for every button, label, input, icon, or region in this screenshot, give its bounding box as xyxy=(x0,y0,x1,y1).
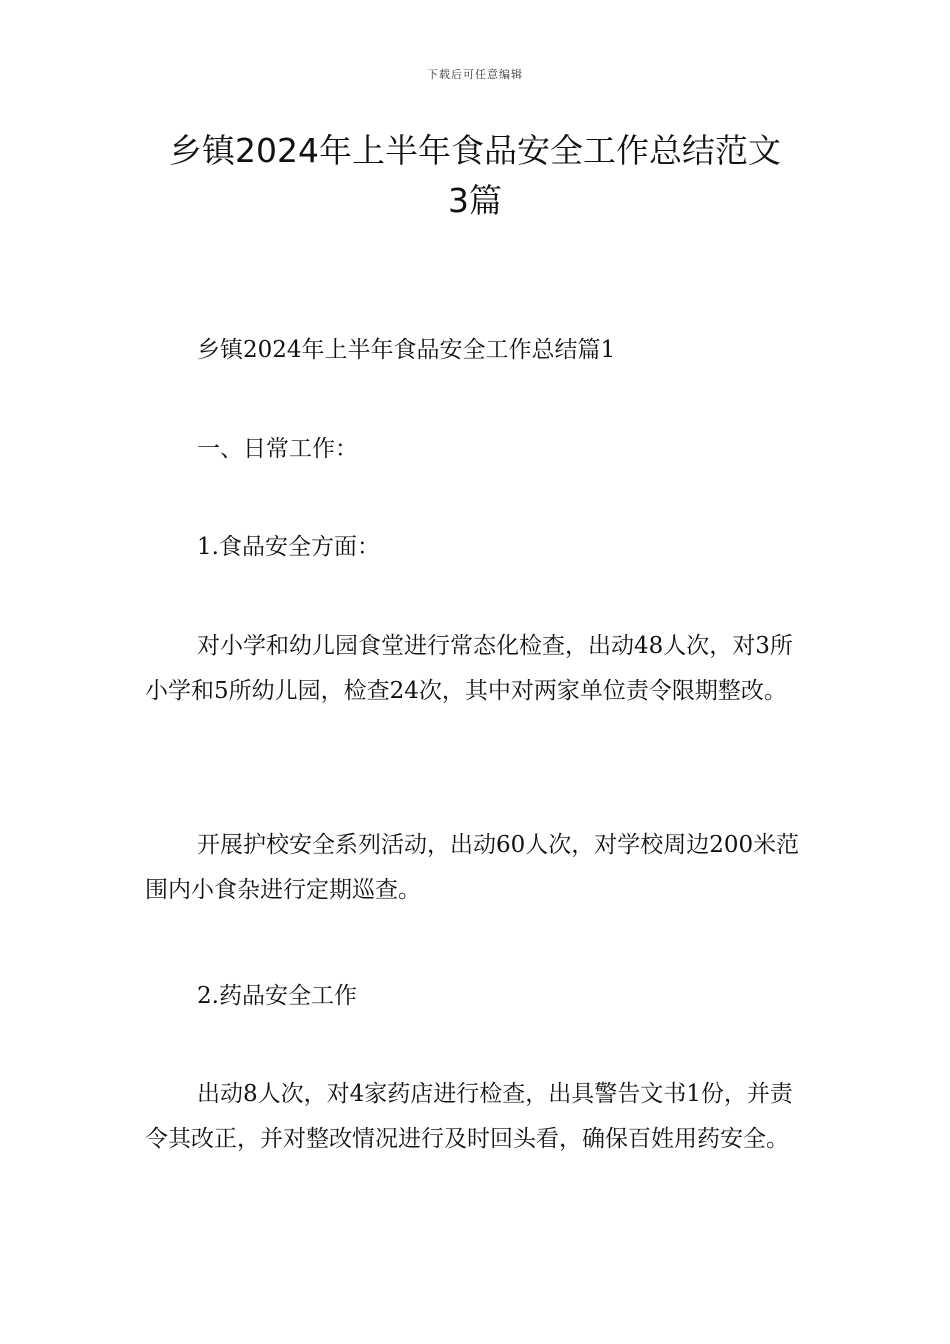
title-line-2: 3篇 xyxy=(448,181,502,220)
subheading-daily-work: 一、日常工作： xyxy=(197,436,358,462)
subheading-drug-safety: 2.药品安全工作 xyxy=(197,983,357,1009)
paragraph-pharmacy-inspection: 出动8人次，对4家药店进行检查，出具警告文书1份，并责令其改正，并对整改情况进行及时回头看，确保百姓用药安全。 xyxy=(145,1081,793,1152)
document-title xyxy=(120,126,830,226)
paragraph-campus-safety: 开展护校安全系列活动，出动60人次，对学校周边200米范围内小食杂进行定期巡查。 xyxy=(145,832,800,903)
title-line-1: 乡镇2024年上半年食品安全工作总结范文 xyxy=(169,131,781,170)
subheading-food-safety: 1.食品安全方面： xyxy=(197,534,380,560)
paragraph-school-canteen: 对小学和幼儿园食堂进行常态化检查，出动48人次，对3所小学和5所幼儿园，检查24次，其中对两家单位责令限期整改。 xyxy=(145,633,793,704)
section-heading: 乡镇2024年上半年食品安全工作总结篇1 xyxy=(197,337,616,363)
header-note: 下载后可任意编辑 xyxy=(427,68,523,81)
